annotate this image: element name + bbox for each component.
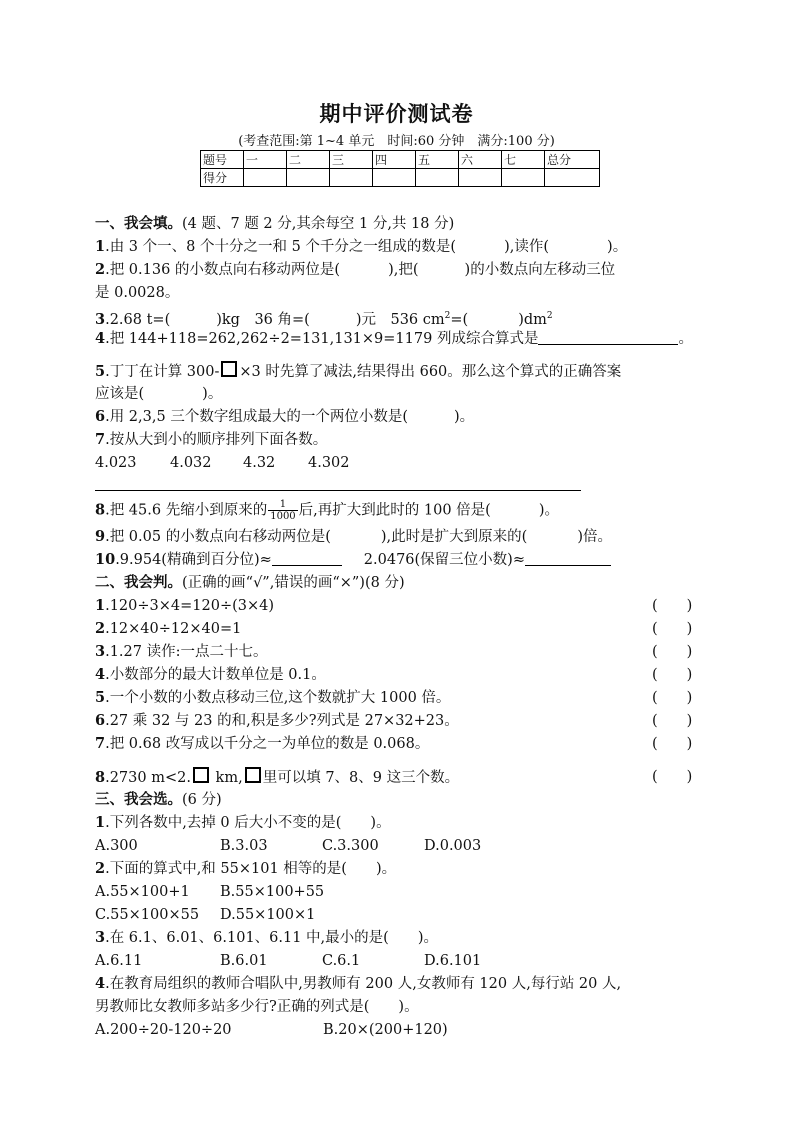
question-text: 里可以填 7、8、9 这三个数。 bbox=[262, 770, 460, 786]
question-text: .2730 m<2. bbox=[105, 770, 191, 786]
s1-q8 bbox=[95, 499, 559, 522]
s3-q4-options bbox=[95, 1020, 448, 1040]
section-note: (正确的画“√”,错误的画“×”)(8 分) bbox=[182, 575, 405, 591]
question-number: 4 bbox=[95, 666, 106, 683]
score-blank[interactable] bbox=[244, 169, 287, 187]
s2-item bbox=[95, 688, 450, 708]
score-cell: 三 bbox=[330, 151, 373, 169]
question-text: )元 536 cm bbox=[355, 311, 445, 328]
choice-option[interactable]: B.6.01 bbox=[220, 953, 268, 969]
choice-option[interactable]: D.6.101 bbox=[424, 953, 482, 969]
number-item: 4.032 bbox=[170, 455, 212, 471]
s1-q2 bbox=[95, 260, 615, 280]
score-cell: 题号 bbox=[201, 151, 244, 169]
s1-q1 bbox=[95, 237, 627, 257]
question-text: )倍。 bbox=[577, 529, 612, 545]
question-text: .把 0.05 的小数点向右移动两位是( bbox=[105, 529, 331, 545]
question-text: km, bbox=[210, 770, 243, 786]
question-text: .把 45.6 先缩小到原来的 bbox=[105, 502, 268, 519]
number-item: 4.32 bbox=[243, 455, 276, 471]
choice-option[interactable]: B.3.03 bbox=[220, 838, 268, 854]
question-number: 2 bbox=[95, 860, 106, 877]
question-text: .下列各数中,去掉 0 后大小不变的是( )。 bbox=[105, 815, 391, 831]
question-number: 2 bbox=[95, 620, 106, 637]
s1-q9 bbox=[95, 527, 612, 547]
score-label: 得分 bbox=[201, 169, 244, 187]
s2-item bbox=[95, 665, 326, 685]
section3-heading bbox=[95, 790, 222, 810]
s3-q4 bbox=[95, 974, 621, 994]
question-number: 5 bbox=[95, 363, 106, 380]
s1-q5 bbox=[95, 361, 621, 382]
section2-heading bbox=[95, 573, 405, 593]
answer-underline[interactable] bbox=[272, 551, 342, 566]
section1-heading bbox=[95, 214, 454, 234]
question-text: .下面的算式中,和 55×101 相等的是( )。 bbox=[105, 861, 397, 877]
question-text: .用 2,3,5 三个数字组成最大的一个两位小数是( bbox=[105, 409, 408, 425]
question-number: 4 bbox=[95, 975, 106, 992]
choice-option[interactable]: A.200÷20-120÷20 bbox=[95, 1022, 232, 1038]
question-number: 4 bbox=[95, 330, 106, 347]
question-text: )。 bbox=[538, 502, 560, 519]
question-number: 10 bbox=[95, 551, 116, 568]
score-blank[interactable] bbox=[459, 169, 502, 187]
s2-item bbox=[95, 596, 274, 616]
question-text: .把 0.136 的小数点向右移动两位是( bbox=[105, 262, 341, 278]
s1-q7-numbers bbox=[95, 453, 350, 473]
section-title: 二、我会判。 bbox=[95, 575, 182, 591]
question-number: 1 bbox=[95, 597, 106, 614]
question-number: 2 bbox=[95, 261, 106, 278]
question-text: .2.68 t=( bbox=[105, 311, 171, 328]
question-text: ),此时是扩大到原来的( bbox=[380, 529, 528, 545]
score-blank[interactable] bbox=[287, 169, 330, 187]
s1-q5-cont bbox=[95, 384, 222, 404]
question-text: .由 3 个一、8 个十分之一和 5 个千分之一组成的数是( bbox=[105, 239, 457, 255]
question-text: =( bbox=[450, 311, 469, 328]
score-blank[interactable] bbox=[545, 169, 600, 187]
question-text: .9.954(精确到百分位)≈ bbox=[115, 552, 272, 568]
s3-q3-options bbox=[95, 951, 481, 971]
question-number: 9 bbox=[95, 528, 106, 545]
question-number: 7 bbox=[95, 735, 106, 752]
score-table bbox=[200, 150, 600, 187]
question-number: 3 bbox=[95, 929, 106, 946]
blank-box-icon bbox=[193, 767, 209, 783]
score-blank[interactable] bbox=[502, 169, 545, 187]
judge-answer-box[interactable]: ( ) bbox=[652, 598, 693, 614]
section-title: 三、我会选。 bbox=[95, 792, 182, 808]
question-number: 6 bbox=[95, 712, 106, 729]
question-text: .12×40÷12×40=1 bbox=[105, 621, 242, 637]
question-text: )的小数点向左移动三位 bbox=[464, 262, 616, 278]
score-table-score-row bbox=[201, 169, 600, 187]
question-text: ×3 时先算了减法,结果得出 660。那么这个算式的正确答案 bbox=[239, 364, 622, 380]
question-number: 1 bbox=[95, 238, 106, 255]
score-cell: 二 bbox=[287, 151, 330, 169]
choice-option[interactable]: C.55×100×55 bbox=[95, 907, 200, 923]
question-text: )。 bbox=[607, 239, 628, 255]
s1-q7 bbox=[95, 430, 327, 450]
choice-option[interactable]: A.55×100+1 bbox=[95, 884, 190, 900]
question-text: 2.0476(保留三位小数)≈ bbox=[363, 552, 525, 568]
question-text: ),读作( bbox=[504, 239, 550, 255]
blank-box-icon bbox=[245, 767, 261, 783]
question-number: 3 bbox=[95, 643, 106, 660]
s1-q4 bbox=[95, 329, 693, 349]
judge-answer-box[interactable]: ( ) bbox=[652, 621, 693, 637]
question-number: 8 bbox=[95, 501, 106, 519]
question-number: 6 bbox=[95, 408, 106, 425]
s3-q2-options-row2 bbox=[95, 905, 315, 925]
choice-option[interactable]: C.3.300 bbox=[322, 838, 379, 854]
score-cell: 四 bbox=[373, 151, 416, 169]
question-number: 7 bbox=[95, 431, 106, 448]
fraction-denominator: 1000 bbox=[270, 511, 296, 522]
s3-q1 bbox=[95, 813, 391, 833]
judge-answer-box[interactable]: ( ) bbox=[652, 690, 693, 706]
number-item: 4.302 bbox=[308, 455, 350, 471]
question-number: 5 bbox=[95, 689, 106, 706]
question-text: .把 144+118=262,262÷2=131,131×9=1179 列成综合算式是 bbox=[105, 331, 539, 347]
score-blank[interactable] bbox=[373, 169, 416, 187]
score-blank[interactable] bbox=[330, 169, 373, 187]
question-text: )。 bbox=[202, 386, 223, 402]
exam-info: (考查范围:第 1~4 单元 时间:60 分钟 满分:100 分) bbox=[238, 134, 555, 149]
score-cell: 一 bbox=[244, 151, 287, 169]
score-cell: 五 bbox=[416, 151, 459, 169]
s2-item bbox=[95, 619, 241, 639]
answer-underline[interactable] bbox=[525, 551, 611, 566]
question-number: 8 bbox=[95, 769, 106, 786]
s1-q10 bbox=[95, 550, 611, 570]
question-text: )dm bbox=[518, 311, 547, 328]
question-text: .丁丁在计算 300- bbox=[105, 364, 220, 380]
question-text: .一个小数的小数点移动三位,这个数就扩大 1000 倍。 bbox=[105, 690, 451, 706]
question-text: )。 bbox=[453, 409, 475, 425]
question-text: .在教育局组织的教师合唱队中,男教师有 200 人,女教师有 120 人,每行站 20 人, bbox=[105, 976, 622, 992]
answer-underline[interactable] bbox=[538, 330, 678, 345]
score-table-header-row bbox=[201, 151, 600, 169]
s3-q2 bbox=[95, 859, 396, 879]
fraction-numerator: 1 bbox=[268, 499, 297, 511]
question-text: 后,再扩大到此时的 100 倍是( bbox=[298, 502, 491, 519]
blank-box-icon bbox=[221, 361, 237, 377]
s3-q1-options bbox=[95, 836, 481, 856]
section-note: (4 题、7 题 2 分,其余每空 1 分,共 18 分) bbox=[182, 216, 455, 232]
superscript: 2 bbox=[546, 311, 553, 321]
s3-q4-cont bbox=[95, 997, 419, 1017]
judge-answer-box[interactable]: ( ) bbox=[652, 644, 693, 660]
choice-option[interactable]: A.6.11 bbox=[95, 953, 143, 969]
question-text: )kg 36 角=( bbox=[216, 311, 310, 328]
question-text: .小数部分的最大计数单位是 0.1。 bbox=[105, 667, 326, 683]
choice-option[interactable]: D.0.003 bbox=[424, 838, 482, 854]
question-text: 。 bbox=[678, 331, 693, 347]
s1-q2-cont bbox=[95, 283, 179, 303]
question-text: 男教师比女教师多站多少行?正确的列式是( )。 bbox=[95, 999, 419, 1015]
judge-answer-box[interactable]: ( ) bbox=[652, 736, 693, 752]
judge-answer-box[interactable]: ( ) bbox=[652, 769, 693, 785]
s3-q3 bbox=[95, 928, 438, 948]
s2-item bbox=[95, 642, 267, 662]
question-text: ),把( bbox=[388, 262, 419, 278]
choice-option[interactable]: A.300 bbox=[95, 838, 138, 854]
judge-answer-box[interactable]: ( ) bbox=[652, 667, 693, 683]
score-blank[interactable] bbox=[416, 169, 459, 187]
score-cell: 七 bbox=[502, 151, 545, 169]
question-text: .27 乘 32 与 23 的和,积是多少?列式是 27×32+23。 bbox=[105, 713, 459, 729]
score-cell: 六 bbox=[459, 151, 502, 169]
fraction bbox=[268, 499, 297, 522]
question-text: .把 0.68 改写成以千分之一为单位的数是 0.068。 bbox=[105, 736, 430, 752]
s2-item bbox=[95, 711, 459, 731]
s2-item bbox=[95, 734, 429, 754]
choice-option[interactable]: C.6.1 bbox=[322, 953, 361, 969]
question-text: .按从大到小的顺序排列下面各数。 bbox=[105, 432, 328, 448]
choice-option[interactable]: B.20×(200+120) bbox=[323, 1022, 448, 1038]
superscript: 2 bbox=[444, 311, 451, 321]
s3-q2-options-row1 bbox=[95, 882, 324, 902]
score-cell: 总分 bbox=[545, 151, 600, 169]
number-item: 4.023 bbox=[95, 455, 137, 471]
question-text: 应该是( bbox=[95, 386, 145, 402]
section-title: 一、我会填。 bbox=[95, 216, 182, 232]
choice-option[interactable]: D.55×100×1 bbox=[220, 907, 316, 923]
judge-answer-box[interactable]: ( ) bbox=[652, 713, 693, 729]
question-text: 是 0.0028。 bbox=[95, 285, 180, 301]
question-number: 1 bbox=[95, 814, 106, 831]
s1-q6 bbox=[95, 407, 474, 427]
question-text: .在 6.1、6.01、6.101、6.11 中,最小的是( )。 bbox=[105, 930, 438, 946]
section-note: (6 分) bbox=[182, 792, 222, 808]
answer-line[interactable] bbox=[95, 490, 581, 491]
s2-q8 bbox=[95, 767, 459, 788]
s1-q3 bbox=[95, 306, 553, 330]
choice-option[interactable]: B.55×100+55 bbox=[220, 884, 325, 900]
question-text: .1.27 读作:一点二十七。 bbox=[105, 644, 268, 660]
page-title: 期中评价测试卷 bbox=[319, 101, 474, 126]
question-text: .120÷3×4=120÷(3×4) bbox=[105, 598, 275, 614]
question-number: 3 bbox=[95, 310, 106, 328]
